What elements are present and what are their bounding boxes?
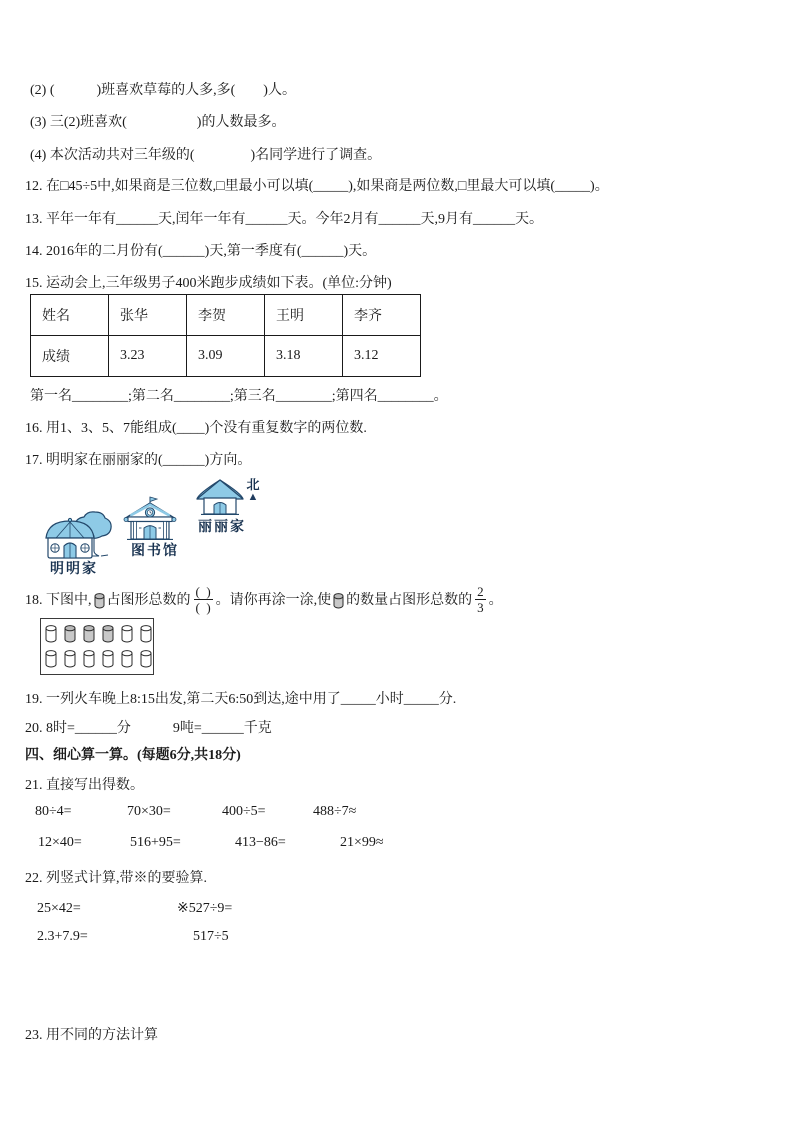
mingming-house-illustration (44, 509, 114, 560)
table-cell: 成绩 (31, 336, 109, 377)
lili-house-label: 丽丽家 (198, 520, 246, 535)
q18-text-4: 的数量占图形总数的 (346, 593, 473, 608)
library-illustration (120, 496, 180, 542)
question-13: 13. 平年一年有______天,闰年一年有______天。今年2月有______天,9月有______天。 (25, 212, 543, 227)
two-thirds-fraction: $\frac{2}{3}$ (477, 583, 484, 615)
table-cell: 3.12 (343, 336, 421, 377)
calc-item: 488÷7≈ (313, 804, 357, 819)
calc-item: 413−86= (235, 835, 286, 850)
calc-item: 517÷5 (193, 929, 229, 944)
mingming-house-label: 明明家 (50, 562, 98, 577)
q18-text-2: 占图形总数的 (106, 593, 191, 608)
cylinder-shape (140, 625, 152, 643)
north-arrow-icon: ▲ (247, 491, 259, 503)
question-19: 19. 一列火车晚上8:15出发,第二天6:50到达,途中用了_____小时_____分. (25, 692, 457, 707)
cylinder-shape (121, 650, 133, 668)
shaded-cylinder-shape (102, 625, 114, 643)
library-label: 图书馆 (131, 544, 179, 559)
calc-item: 25×42= (37, 901, 81, 916)
cylinder-shape (102, 650, 114, 668)
question-11-sub2: (2) ( )班喜欢草莓的人多,多( )人。 (30, 83, 296, 98)
calc-item: 2.3+7.9= (37, 929, 88, 944)
calc-row-2 (0, 833, 794, 853)
question-20: 20. 8时=______分 9吨=______千克 (25, 721, 272, 736)
question-15: 15. 运动会上,三年级男子400米跑步成绩如下表。(单位:分钟) (25, 276, 392, 291)
section-4-heading: 四、细心算一算。(每题6分,共18分) (25, 748, 241, 763)
cylinder-row (45, 650, 153, 668)
shaded-cylinder-shape (64, 625, 76, 643)
question-16: 16. 用1、3、5、7能组成(____)个没有重复数字的两位数. (25, 421, 367, 436)
table-cell: 李齐 (343, 295, 421, 336)
question-14: 14. 2016年的二月份有(______)天,第一季度有(______)天。 (25, 244, 377, 259)
question-11-sub4: (4) 本次活动共对三年级的( )名同学进行了调查。 (30, 148, 382, 163)
north-indicator (243, 478, 263, 502)
vertical-calc-row-2 (0, 927, 794, 947)
shaded-cylinder-icon (94, 593, 105, 609)
table-cell: 3.09 (187, 336, 265, 377)
q18-text-3: 。请你再涂一涂,使 (215, 593, 332, 608)
cylinder-shape (83, 650, 95, 668)
table-cell: 3.18 (265, 336, 343, 377)
calc-item: 70×30= (127, 804, 171, 819)
question-18 (25, 579, 503, 619)
q18-text-1: 18. 下图中, (25, 593, 92, 608)
table-cell: 姓名 (31, 295, 109, 336)
table-cell: 3.23 (109, 336, 187, 377)
lili-house-illustration (195, 477, 245, 517)
table-cell: 李贺 (187, 295, 265, 336)
question-11-sub3: (3) 三(2)班喜欢( )的人数最多。 (30, 115, 286, 130)
cylinder-row (45, 625, 153, 643)
question-22: 22. 列竖式计算,带※的要验算. (25, 871, 207, 886)
calc-item: 400÷5= (222, 804, 266, 819)
question-12: 12. 在□45÷5中,如果商是三位数,□里最小可以填(_____),如果商是两位数,□里最大可以填(_____)。 (25, 179, 609, 194)
calc-item: 12×40= (38, 835, 82, 850)
north-label: 北 (246, 477, 260, 492)
question-21: 21. 直接写出得数。 (25, 778, 144, 793)
cylinder-shape (140, 650, 152, 668)
blank-fraction: $\frac{( )}{( )}$ (195, 583, 211, 615)
question-17: 17. 明明家在丽丽家的(______)方向。 (25, 453, 252, 468)
shaded-cylinder-shape (83, 625, 95, 643)
calc-item: 516+95= (130, 835, 181, 850)
table-row (31, 295, 421, 336)
race-results-table (30, 294, 421, 377)
calc-item: ※527÷9= (177, 901, 233, 916)
vertical-calc-row-1 (0, 899, 794, 919)
q18-text-5: 。 (488, 593, 503, 608)
calc-row-1 (0, 802, 794, 822)
table-row (31, 336, 421, 377)
cylinder-shape (45, 625, 57, 643)
cylinder-shape (121, 625, 133, 643)
calc-item: 21×99≈ (340, 835, 384, 850)
cylinder-grid (40, 618, 154, 675)
shaded-cylinder-icon (333, 593, 344, 609)
table-cell: 张华 (109, 295, 187, 336)
question-23: 23. 用不同的方法计算 (25, 1028, 158, 1043)
table-cell: 王明 (265, 295, 343, 336)
cylinder-shape (45, 650, 57, 668)
cylinder-shape (64, 650, 76, 668)
ranking-blanks-line: 第一名________;第二名________;第三名________;第四名________。 (30, 389, 448, 404)
calc-item: 80÷4= (35, 804, 72, 819)
